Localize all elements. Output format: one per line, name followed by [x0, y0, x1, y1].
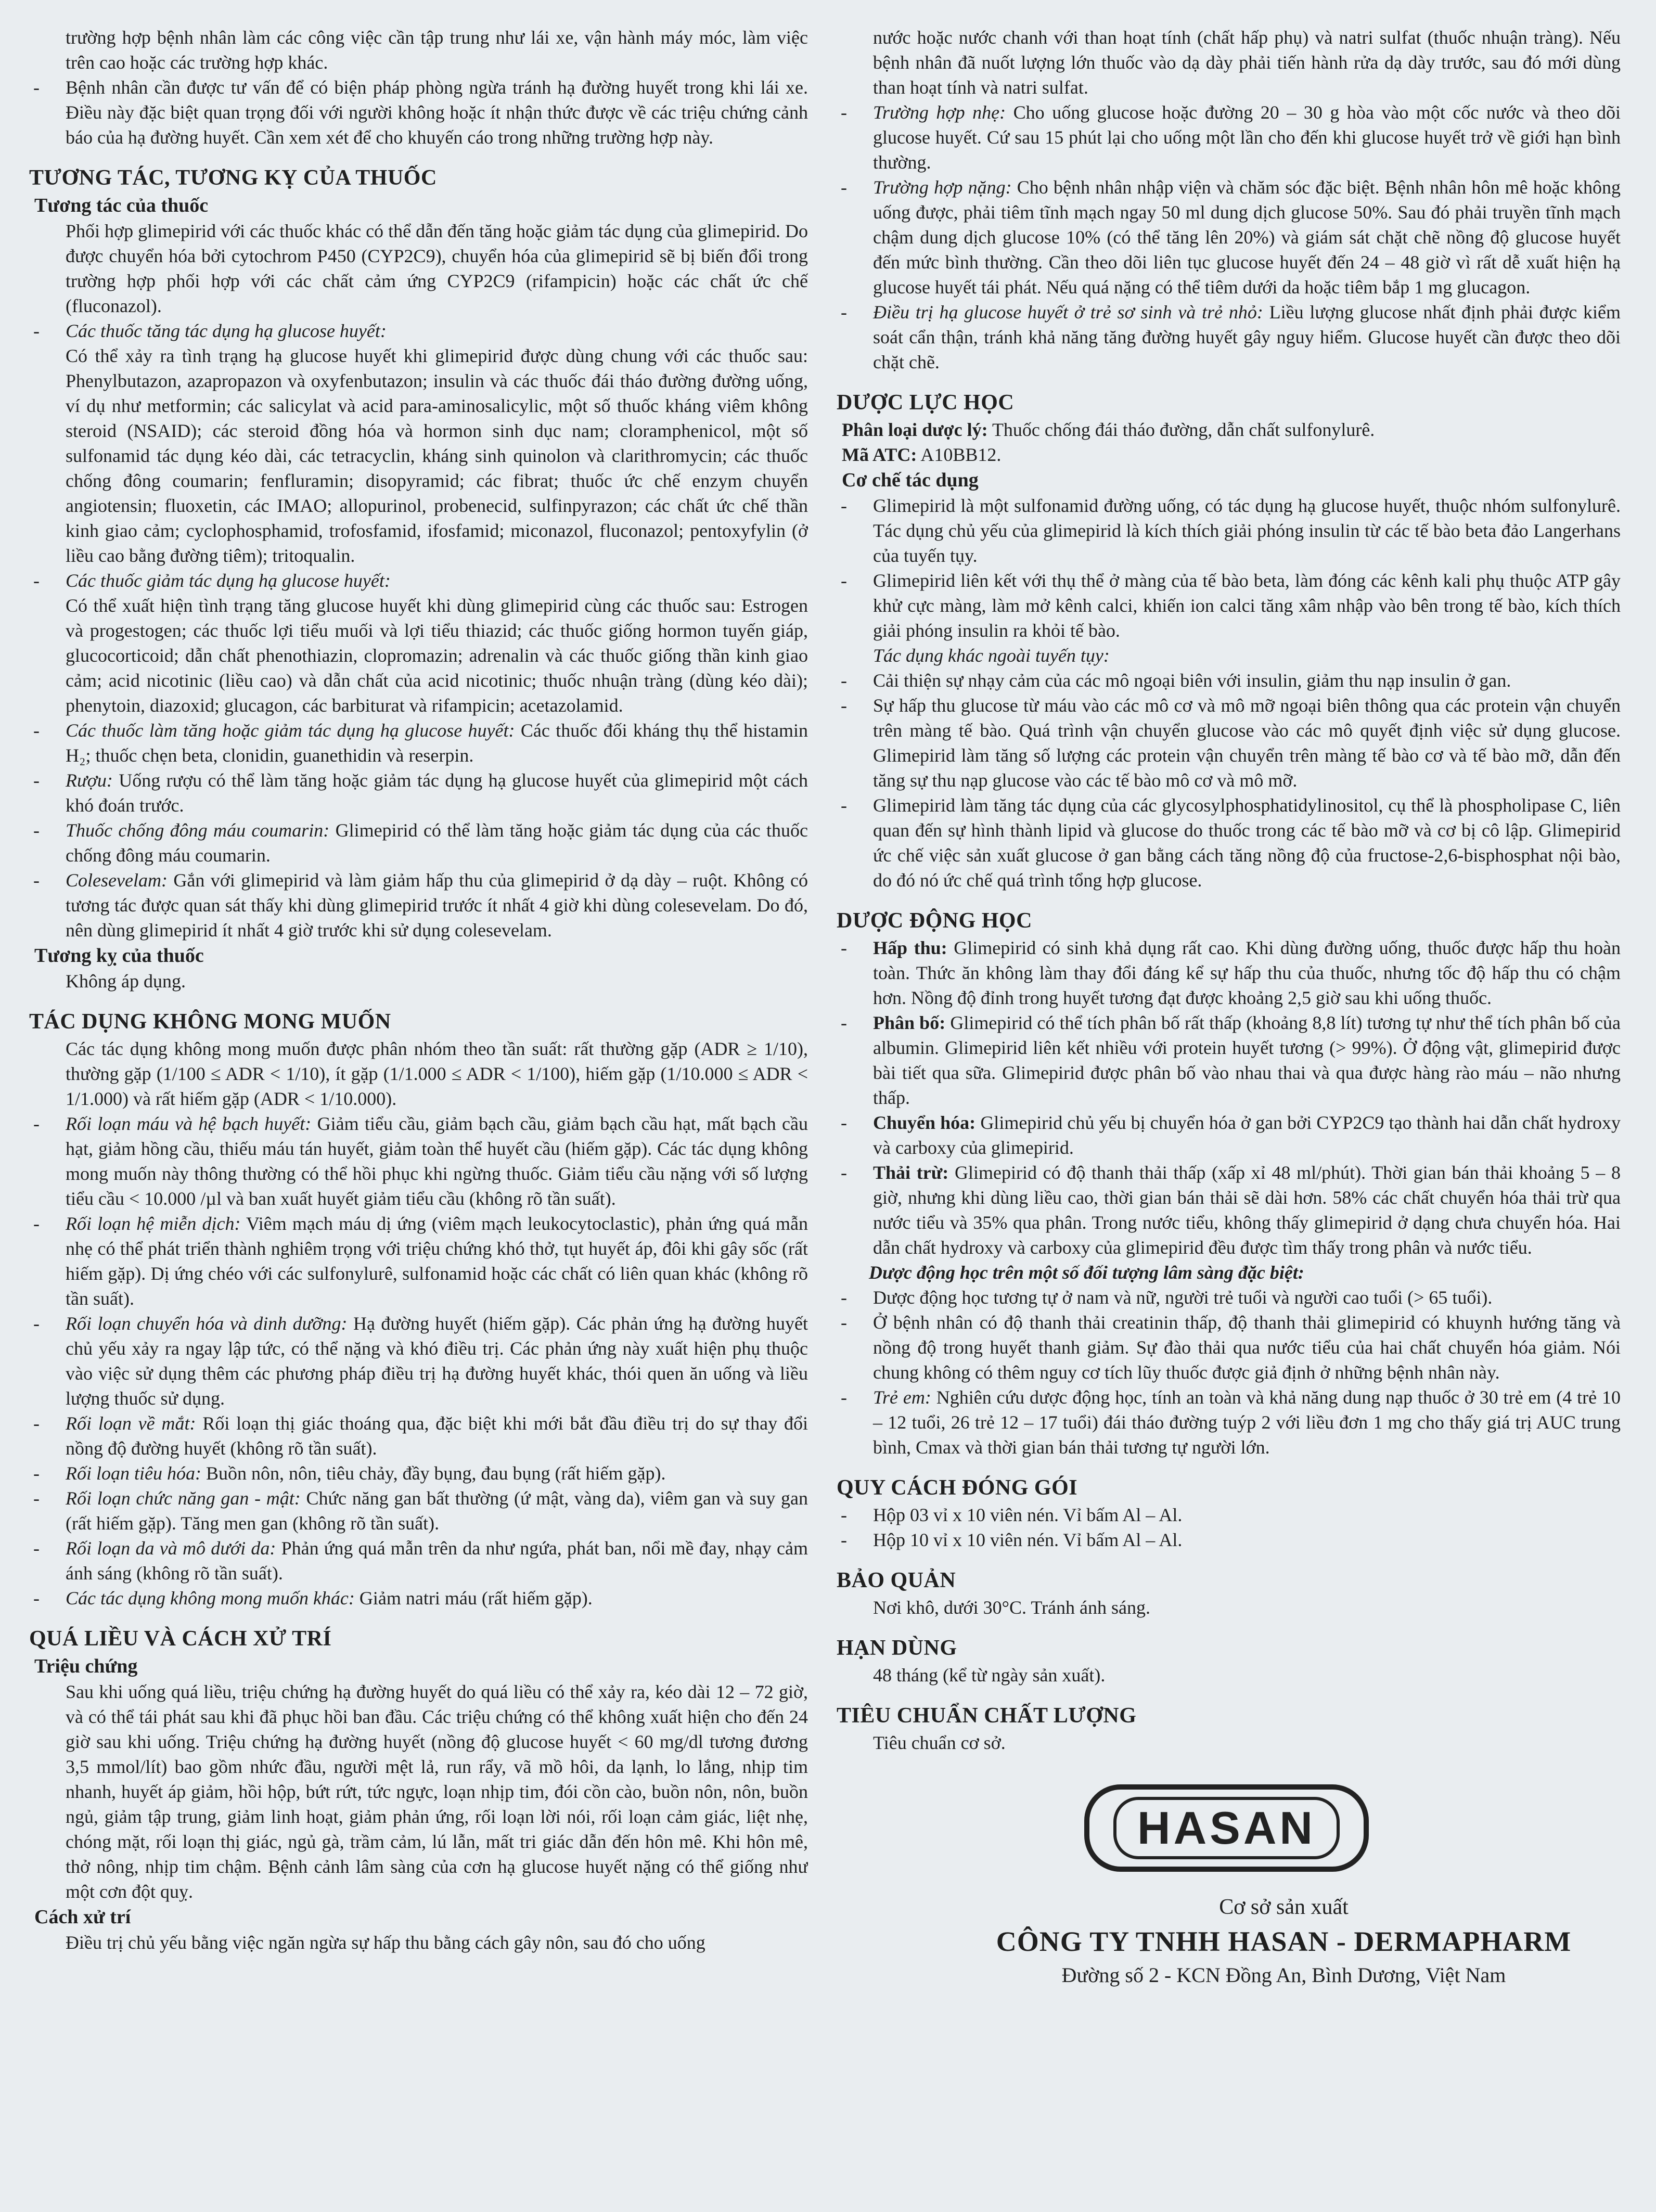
intro-item: - Bệnh nhân cần được tư vấn để có biện pháp phòng ngừa tránh hạ đường huyết trong khi lái xe. Điều này đặc biệt quan trọng đối với người không hoặc ít nhận thức được về các triệu chứng cảnh báo của hạ đường huyết. Cần xem xét để cho khuyến cáo trong những trường hợp này.	[66, 75, 808, 150]
increase-text: Có thể xảy ra tình trạng hạ glucose huyết khi glimepirid được dùng chung với các thuốc sau: Phenylbutazon, azapropazon và oxyfenbutazon; insulin và các thuốc đái tháo đường đường uống, ví dụ như metformin; các salicylat và acid para-aminosalicylic, một số thuốc kháng viêm không steroid (NSAID); các steroid đồng hóa và hormon sinh dục nam; cloramphenicol, một số sulfonamid tác dụng kéo dài, các tetracyclin, kháng sinh quinolon và clarithromycin; các thuốc chống đông coumarin; fenfluramin; disopyramid; các fibrat; thuốc ức chế enzym chuyển angiotensin; fluoxetin, các IMAO; allopurinol, probenecid, sulfinpyrazon; các chất ức chế thần kinh giao cảm; cyclophosphamid, trofosfamid, ifosfamid; miconazol, fluconazol; pentoxyfylin (ở liều cao bằng đường tiêm); tritoqualin.	[66, 345, 808, 566]
quality-heading: TIÊU CHUẨN CHẤT LƯỢNG	[837, 1704, 1137, 1728]
adverse-item	[66, 1536, 808, 1586]
child-text: Nghiên cứu dược động học, tính an toàn và khả năng dung nạp thuốc ở 30 trẻ em (4 trẻ 10 – 12 tuổi, 26 trẻ 12 – 17 tuổi) đái tháo đường tuýp 2 với liều đơn 1 mg cho thấy giá trị AUC trung bình, Cmax và thời gian bán thải tương tự người lớn.	[873, 1387, 1621, 1458]
pk-item	[873, 1110, 1621, 1160]
adverse-text: Chức năng gan bất thường (ứ mật, vàng da), viêm gan và suy gan (rất hiếm gặp). Tăng men gan (không rõ tần suất).	[66, 1488, 808, 1534]
moa-item: - Glimepirid là một sulfonamid đường uống, có tác dụng hạ glucose huyết, thuộc nhóm sulfonylurê. Tác dụng chủ yếu của glimepirid là kích thích giải phóng insulin từ các tế bào beta đảo Langerhans của tuyến tụy.	[873, 493, 1621, 568]
decrease-label-text: Các thuốc giảm tác dụng hạ glucose huyết:	[66, 570, 391, 591]
coumarin-text: Glimepirid có thể làm tăng hoặc giảm tác dụng của các thuốc chống đông máu coumarin.	[66, 820, 808, 866]
child-item	[873, 1385, 1621, 1460]
adverse-item	[66, 1586, 808, 1611]
expiry-heading: HẠN DÙNG	[837, 1636, 957, 1660]
pk-text: Glimepirid có sinh khả dụng rất cao. Khi dùng đường uống, thuốc được hấp thu hoàn toàn. Thức ăn không làm thay đổi đáng kể sự hấp thu của thuốc, nhưng tốc độ hấp thu có chậm hơn. Nồng độ đỉnh trong huyết tương đạt được khoảng 2,5 giờ sau khi uống thuốc.	[873, 937, 1621, 1008]
increase-label-text: Các thuốc tăng tác dụng hạ glucose huyết:	[66, 320, 387, 341]
adverse-label: Rối loạn da và mô dưới da:	[66, 1538, 276, 1559]
alcohol-text: Uống rượu có thể làm tăng hoặc giảm tác dụng hạ glucose huyết của glimepirid một cách khó đoán trước.	[66, 770, 808, 816]
adverse-text: Rối loạn thị giác thoáng qua, đặc biệt khi mới bắt đầu điều trị do sự thay đổi nồng độ đường huyết (không rõ tần suất).	[66, 1413, 808, 1459]
adverse-item	[66, 1311, 808, 1411]
extra-label	[873, 643, 1621, 668]
child-label: Trẻ em:	[873, 1387, 931, 1408]
adverse-text: Phản ứng quá mẫn trên da như ngứa, phát ban, nổi mề đay, nhạy cảm ánh sáng (không rõ tần suất).	[66, 1538, 808, 1584]
extra-label-text: Tác dụng khác ngoài tuyến tụy:	[873, 645, 1110, 666]
adverse-label: Rối loạn chức năng gan - mật:	[66, 1488, 301, 1509]
mild-item	[873, 100, 1621, 175]
incompat-text: Không áp dụng.	[66, 971, 186, 992]
adverse-label: Rối loạn hệ miễn dịch:	[66, 1213, 241, 1234]
adverse-item	[66, 1486, 808, 1536]
severe-text: Cho bệnh nhân nhập viện và chăm sóc đặc biệt. Bệnh nhân hôn mê hoặc không uống được, phải tiêm tĩnh mạch ngay 50 ml dung dịch glucose 50%. Sau đó phải truyền tĩnh mạch chậm dung dịch glucose 10% (có thể tăng lên 20%) và giám sát chặt chẽ nồng độ glucose huyết đến mức bình thường. Cần theo dõi liên tục glucose huyết đến 24 – 48 giờ vì rất dễ xuất hiện hạ glucose huyết tái phát. Nếu quá nặng có thể tiêm dưới da hoặc tiêm bắp 1 mg glucagon.	[873, 177, 1621, 298]
severe-item	[873, 175, 1621, 300]
pk-label: Hấp thu:	[873, 937, 947, 958]
pd-class-label: Phân loại dược lý:	[842, 419, 988, 440]
left-column	[25, 25, 808, 2196]
pharmacokinetics-heading: DƯỢC ĐỘNG HỌC	[837, 909, 1032, 933]
storage-text: Nơi khô, dưới 30°C. Tránh ánh sáng.	[873, 1597, 1151, 1618]
interactions-intro: Phối hợp glimepirid với các thuốc khác có thể dẫn đến tăng hoặc giảm tác dụng của glimepirid. Do được chuyển hóa bởi cytochrom P450 (CYP2C9), chuyển hóa của glimepirid sẽ bị biến đổi trong trường hợp phối hợp với các chất cảm ứng CYP2C9 (rifampicin) hoặc các chất ức chế (fluconazol).	[66, 221, 808, 316]
interactions-subheading: Tương tác của thuốc	[34, 195, 209, 216]
atc-label: Mã ATC:	[842, 444, 917, 465]
special-subheading: Dược động học trên một số đối tượng lâm sàng đặc biệt:	[869, 1262, 1304, 1283]
moa-item: - Glimepirid liên kết với thụ thể ở màng của tế bào beta, làm đóng các kênh kali phụ thuộc ATP gây khử cực màng, làm mở kênh calci, khiến ion calci tăng xâm nhập vào bên trong tế bào, kích thích giải phóng insulin ra khỏi tế bào.	[873, 568, 1621, 643]
pk-item	[873, 1160, 1621, 1260]
pharmacodynamics-heading: DƯỢC LỰC HỌC	[837, 391, 1015, 415]
manufacturer-label: Cơ sở sản xuất	[1219, 1895, 1349, 1919]
adverse-text: Hạ đường huyết (hiếm gặp). Các phản ứng hạ đường huyết chủ yếu xảy ra ngay lập tức, có thể nặng và khó điều trị. Các phản ứng này xuất hiện phụ thuộc vào việc sử dụng thêm các phương pháp điều trị hạ đường huyết khác, thói quen ăn uống và liều lượng thuốc sử dụng.	[66, 1313, 808, 1409]
colesevelam-label: Colesevelam:	[66, 870, 168, 891]
colesevelam-text: Gắn với glimepirid và làm giảm hấp thu của glimepirid ở dạ dày – ruột. Không có tương tác được quan sát thấy khi dùng glimepirid trước ít nhất 4 giờ khi dùng colesevelam. Do đó, nên dùng glimepirid ít nhất 4 giờ trước khi sử dụng colesevelam.	[66, 870, 808, 941]
treatment-text: Điều trị chủ yếu bằng việc ngăn ngừa sự hấp thu bằng cách gây nôn, sau đó cho uống	[66, 1932, 705, 1953]
coumarin-label: Thuốc chống đông máu coumarin:	[66, 820, 330, 841]
infant-text: Liều lượng glucose nhất định phải được kiểm soát cẩn thận, tránh khả năng tăng đường huyết gây nguy hiểm. Glucose huyết cần được theo dõi chặt chẽ.	[873, 302, 1621, 372]
infant-item	[873, 300, 1621, 375]
adverse-item	[66, 1211, 808, 1311]
adverse-item	[66, 1411, 808, 1461]
pack-item: - Hộp 03 vỉ x 10 viên nén. Vỉ bấm Al – Al.	[873, 1502, 1621, 1527]
mild-text: Cho uống glucose hoặc đường 20 – 30 g hòa vào một cốc nước và theo dõi glucose huyết. Cứ sau 15 phút lại cho uống một lần cho đến khi glucose huyết trở về giới hạn bình thường.	[873, 102, 1621, 173]
quality-text: Tiêu chuẩn cơ sở.	[873, 1732, 1006, 1753]
alcohol-label: Rượu:	[66, 770, 113, 791]
pd-class-text: Thuốc chống đái tháo đường, dẫn chất sulfonylurê.	[992, 419, 1375, 440]
incompat-subheading: Tương kỵ của thuốc	[34, 945, 204, 967]
hasan-logo	[832, 1784, 1621, 1872]
infant-label: Điều trị hạ glucose huyết ở trẻ sơ sinh và trẻ nhỏ:	[873, 302, 1263, 323]
pk-label: Phân bố:	[873, 1012, 946, 1033]
pk-text: Glimepirid có độ thanh thải thấp (xấp xỉ 48 ml/phút). Thời gian bán thải khoảng 5 – 8 giờ, nhưng khi dùng liều cao, thời gian bán thải sẽ dài hơn. 58% các chất chuyển hóa thải trừ qua nước tiểu và 35% qua phân. Trong nước tiểu, không thấy glimepirid ở dạng chưa chuyển hóa. Hai dẫn chất hydroxy và carboxy của glimepirid đều được tìm thấy trong phân và nước tiểu.	[873, 1162, 1621, 1258]
atc-code	[842, 442, 1621, 467]
storage-heading: BẢO QUẢN	[837, 1568, 956, 1592]
expiry-text: 48 tháng (kể từ ngày sản xuất).	[873, 1665, 1106, 1686]
alcohol-item	[66, 768, 808, 818]
logo-text: HASAN	[1113, 1797, 1340, 1859]
pk-item	[873, 935, 1621, 1010]
adverse-heading: TÁC DỤNG KHÔNG MONG MUỐN	[29, 1010, 391, 1034]
decrease-label	[66, 568, 808, 593]
treatment-subheading: Cách xử trí	[34, 1906, 131, 1928]
extra-item: - Sự hấp thu glucose từ máu vào các mô cơ và mô mỡ ngoại biên thông qua các protein vận chuyển trên màng tế bào. Quá trình vận chuyển glucose vào các mô quyết định việc sử dụng glucose. Glimepirid làm tăng số lượng các protein vận chuyển trên màng tế bào cơ và tế bào mỡ, dẫn đến tăng sự thu nạp glucose vào các tế bào mô cơ và mô mỡ.	[873, 693, 1621, 793]
pk-label: Chuyển hóa:	[873, 1112, 976, 1133]
adverse-item	[66, 1111, 808, 1211]
extra-item: - Glimepirid làm tăng tác dụng của các glycosylphosphatidylinositol, cụ thể là phospholipase C, liên quan đến sự hình thành lipid và glucose do thuốc trong các tế bào mỡ và cơ bị cô lập. Glimepirid ức chế việc sản xuất glucose ở gan bằng cách tăng nồng độ của fructose-2,6-bisphosphat nội bào, do đó nó ức chế quá trình tổng hợp glucose.	[873, 793, 1621, 893]
intro-continuation: trường hợp bệnh nhân làm các công việc cần tập trung như lái xe, vận hành máy móc, làm việc trên cao hoặc các trường hợp khác.	[66, 27, 808, 73]
pk-label: Thải trừ:	[873, 1162, 949, 1183]
logo-outer-ring	[1084, 1784, 1369, 1872]
pk-text: Glimepirid có thể tích phân bố rất thấp (khoảng 8,8 lít) tương tự như thể tích phân bố của albumin. Glimepirid liên kết nhiều với protein huyết tương (> 99%). Ở động vật, glimepirid được bài tiết qua sữa. Glimepirid được phân bố vào nhau thai và qua được hàng rào máu – não nhưng thấp.	[873, 1012, 1621, 1108]
adverse-intro: Các tác dụng không mong muốn được phân nhóm theo tần suất: rất thường gặp (ADR ≥ 1/10), thường gặp (1/100 ≤ ADR < 1/10), ít gặp (1/1.000 ≤ ADR < 1/100), hiếm gặp (1/10.000 ≤ ADR < 1/1.000) và rất hiếm gặp (ADR < 1/10.000).	[66, 1038, 808, 1109]
adverse-label: Rối loạn tiêu hóa:	[66, 1463, 201, 1484]
adverse-label: Rối loạn chuyển hóa và dinh dưỡng:	[66, 1313, 348, 1334]
adverse-text: Viêm mạch máu dị ứng (viêm mạch leukocytoclastic), phản ứng quá mẫn nhẹ có thể phát triển thành nghiêm trọng với triệu chứng khó thở, tụt huyết áp, đôi khi gây sốc (rất hiếm gặp). Dị ứng chéo với các sulfonylurê, sulfonamid hoặc các chất có liên quan khác (không rõ tần suất).	[66, 1213, 808, 1309]
decrease-text: Có thể xuất hiện tình trạng tăng glucose huyết khi dùng glimepirid cùng các thuốc sau: Estrogen và progestogen; các thuốc lợi tiểu muối và lợi tiểu thiazid; các thuốc giống hormon tuyến giáp, glucocorticoid; dẫn chất phenothiazin, clopromazin; adrenalin và các thuốc giống thần kinh giao cảm; acid nicotinic (liều cao) và dẫn chất của acid nicotinic; thuốc nhuận tràng (dùng kéo dài); phenytoin, diazoxid; glucagon, các barbiturat và rifampicin; acetazolamid.	[66, 595, 808, 716]
symptoms-subheading: Triệu chứng	[34, 1655, 138, 1677]
coumarin-item	[66, 818, 808, 868]
interactions-heading: TƯƠNG TÁC, TƯƠNG KỴ CỦA THUỐC	[29, 166, 437, 190]
pk-item	[873, 1010, 1621, 1110]
increase-label	[66, 318, 808, 343]
moa-subheading: Cơ chế tác dụng	[842, 469, 979, 491]
pack-item: - Hộp 10 vỉ x 10 viên nén. Vỉ bấm Al – Al.	[873, 1527, 1621, 1552]
extra-item: - Cải thiện sự nhạy cảm của các mô ngoại biên với insulin, giảm thu nạp insulin ở gan.	[873, 668, 1621, 693]
adverse-item	[66, 1461, 808, 1486]
company-name: CÔNG TY TNHH HASAN - DERMAPHARM	[996, 1926, 1572, 1957]
overdose-heading: QUÁ LIỀU VÀ CÁCH XỬ TRÍ	[29, 1627, 332, 1651]
mild-label: Trường hợp nhẹ:	[873, 102, 1006, 123]
severe-label: Trường hợp nặng:	[873, 177, 1012, 198]
pk-text: Glimepirid chủ yếu bị chuyển hóa ở gan bởi CYP2C9 tạo thành hai dẫn chất hydroxy và carboxy của glimepirid.	[873, 1112, 1621, 1158]
colesevelam-item	[66, 868, 808, 943]
adverse-text: Buồn nôn, nôn, tiêu chảy, đầy bụng, đau bụng (rất hiếm gặp).	[206, 1463, 666, 1484]
company-address: Đường số 2 - KCN Đồng An, Bình Dương, Việt Nam	[1061, 1963, 1506, 1987]
special-item: - Ở bệnh nhân có độ thanh thải creatinin thấp, độ thanh thải glimepirid có khuynh hướng tăng và nồng độ trong huyết thanh giảm. Sự đào thải qua nước tiểu của hai chất chuyển hóa giảm. Nói chung không có thêm nguy cơ tích lũy thuốc được giả định ở những bệnh nhân này.	[873, 1310, 1621, 1385]
treatment-continuation: nước hoặc nước chanh với than hoạt tính (chất hấp phụ) và natri sulfat (thuốc nhuận tràng). Nếu bệnh nhân đã nuốt lượng lớn thuốc vào dạ dày phải tiến hành rửa dạ dày trước, sau đó mới dùng than hoạt tính và natri sulfat.	[873, 27, 1621, 98]
both-label: Các thuốc làm tăng hoặc giảm tác dụng hạ glucose huyết:	[66, 720, 515, 741]
adverse-label: Rối loạn về mắt:	[66, 1413, 196, 1434]
both-item	[66, 718, 808, 768]
packaging-heading: QUY CÁCH ĐÓNG GÓI	[837, 1476, 1078, 1500]
both-text: Các thuốc đối kháng thụ thể histamin H₂; thuốc chẹn beta, clonidin, guanethidin và reserpin.	[66, 720, 808, 766]
adverse-text: Giảm tiểu cầu, giảm bạch cầu, giảm bạch cầu hạt, mất bạch cầu hạt, giảm hồng cầu, thiếu máu tán huyết, giảm toàn thể huyết cầu (hiếm gặp). Các tác dụng không mong muốn này thông thường có thể hồi phục khi ngừng thuốc. Giảm tiểu cầu nặng với số lượng tiểu cầu < 10.000 /µl và ban xuất huyết giảm tiểu cầu (không rõ tần suất).	[66, 1113, 808, 1209]
symptoms-text: Sau khi uống quá liều, triệu chứng hạ đường huyết do quá liều có thể xảy ra, kéo dài 12 – 72 giờ, và có thể tái phát sau khi đã phục hồi ban đầu. Các triệu chứng có thể không xuất hiện cho đến 24 giờ sau khi uống. Triệu chứng hạ đường huyết (nồng độ glucose huyết < 60 mg/dl tương đương 3,5 mmol/lít) bao gồm nhức đầu, người mệt lả, run rẩy, vã mồ hôi, da lạnh, lo lắng, nhịp tim nhanh, huyết áp giảm, hồi hộp, bứt rứt, tức ngực, loạn nhịp tim, đói cồn cào, buồn nôn, nôn, buồn ngủ, giảm tập trung, giảm linh hoạt, giảm phản ứng, rối loạn lời nói, rối loạn cảm giác, liệt nhẹ, chóng mặt, rối loạn thị giác, ngủ gà, trầm cảm, lú lẫn, mất tri giác dẫn đến hôn mê. Khi hôn mê, thở nông, nhịp tim chậm. Bệnh cảnh lâm sàng của cơn hạ glucose huyết nặng có thể giống như một cơn đột quỵ.	[66, 1681, 808, 1902]
adverse-label: Các tác dụng không mong muốn khác:	[66, 1588, 355, 1609]
atc-text: A10BB12.	[920, 444, 1002, 465]
special-item: - Dược động học tương tự ở nam và nữ, người trẻ tuổi và người cao tuổi (> 65 tuổi).	[873, 1285, 1621, 1310]
adverse-label: Rối loạn máu và hệ bạch huyết:	[66, 1113, 312, 1134]
pd-class	[842, 417, 1621, 442]
right-column	[832, 25, 1621, 2196]
adverse-text: Giảm natri máu (rất hiếm gặp).	[359, 1588, 593, 1609]
